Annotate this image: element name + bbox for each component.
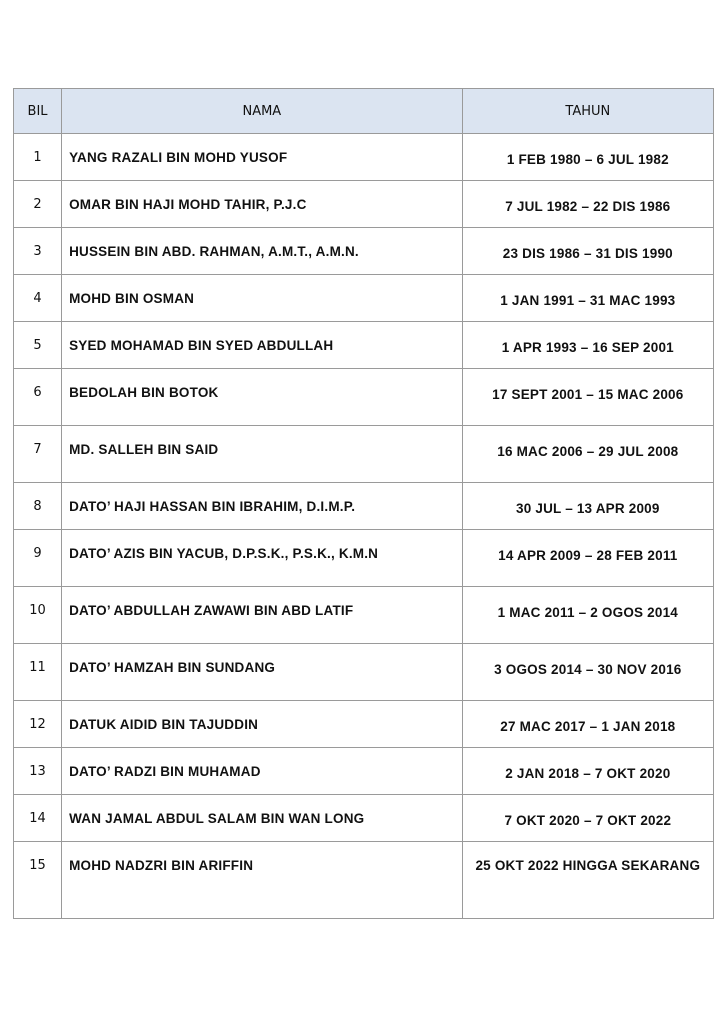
table-row: [14, 181, 714, 228]
header-bil: BIL: [14, 89, 62, 134]
row-nama: MD. SALLEH BIN SAID: [62, 426, 463, 483]
table-row: [14, 426, 714, 483]
director-list-table: [13, 88, 714, 919]
table-row: [14, 795, 714, 842]
row-bil: 15: [14, 842, 62, 919]
row-tahun: 7 OKT 2020 – 7 OKT 2022: [462, 795, 713, 842]
table-row: [14, 275, 714, 322]
row-tahun: 16 MAC 2006 – 29 JUL 2008: [462, 426, 713, 483]
row-bil: 11: [14, 644, 62, 701]
row-bil: 5: [14, 322, 62, 369]
row-tahun: 3 OGOS 2014 – 30 NOV 2016: [462, 644, 713, 701]
row-tahun: 23 DIS 1986 – 31 DIS 1990: [462, 228, 713, 275]
row-bil: 2: [14, 181, 62, 228]
table-row: [14, 369, 714, 426]
row-nama: DATO’ AZIS BIN YACUB, D.P.S.K., P.S.K., K.M.N: [62, 530, 463, 587]
row-tahun: 2 JAN 2018 – 7 OKT 2020: [462, 748, 713, 795]
row-nama: OMAR BIN HAJI MOHD TAHIR, P.J.C: [62, 181, 463, 228]
table-row: [14, 322, 714, 369]
row-tahun: 1 JAN 1991 – 31 MAC 1993: [462, 275, 713, 322]
row-tahun: 30 JUL – 13 APR 2009: [462, 483, 713, 530]
row-bil: 8: [14, 483, 62, 530]
row-bil: 3: [14, 228, 62, 275]
row-nama: WAN JAMAL ABDUL SALAM BIN WAN LONG: [62, 795, 463, 842]
table-row: [14, 483, 714, 530]
table-row: [14, 134, 714, 181]
row-bil: 9: [14, 530, 62, 587]
row-bil: 4: [14, 275, 62, 322]
table-row: [14, 842, 714, 919]
row-tahun: 25 OKT 2022 HINGGA SEKARANG: [462, 842, 713, 919]
row-tahun: 7 JUL 1982 – 22 DIS 1986: [462, 181, 713, 228]
row-tahun: 1 FEB 1980 – 6 JUL 1982: [462, 134, 713, 181]
row-nama: MOHD BIN OSMAN: [62, 275, 463, 322]
table-row: [14, 228, 714, 275]
table-row: [14, 748, 714, 795]
row-nama: YANG RAZALI BIN MOHD YUSOF: [62, 134, 463, 181]
row-tahun: 17 SEPT 2001 – 15 MAC 2006: [462, 369, 713, 426]
row-bil: 1: [14, 134, 62, 181]
row-tahun: 1 MAC 2011 – 2 OGOS 2014: [462, 587, 713, 644]
row-nama: BEDOLAH BIN BOTOK: [62, 369, 463, 426]
table-header-row: [14, 89, 714, 134]
row-nama: DATO’ HAMZAH BIN SUNDANG: [62, 644, 463, 701]
table-row: [14, 587, 714, 644]
row-bil: 14: [14, 795, 62, 842]
row-nama: HUSSEIN BIN ABD. RAHMAN, A.M.T., A.M.N.: [62, 228, 463, 275]
row-tahun: 1 APR 1993 – 16 SEP 2001: [462, 322, 713, 369]
row-tahun: 27 MAC 2017 – 1 JAN 2018: [462, 701, 713, 748]
table-row: [14, 644, 714, 701]
row-nama: SYED MOHAMAD BIN SYED ABDULLAH: [62, 322, 463, 369]
header-tahun: TAHUN: [462, 89, 713, 134]
row-bil: 10: [14, 587, 62, 644]
table-row: [14, 530, 714, 587]
header-nama: NAMA: [62, 89, 463, 134]
row-bil: 12: [14, 701, 62, 748]
row-bil: 7: [14, 426, 62, 483]
row-nama: DATO’ ABDULLAH ZAWAWI BIN ABD LATIF: [62, 587, 463, 644]
row-nama: DATUK AIDID BIN TAJUDDIN: [62, 701, 463, 748]
row-nama: MOHD NADZRI BIN ARIFFIN: [62, 842, 463, 919]
row-nama: DATO’ HAJI HASSAN BIN IBRAHIM, D.I.M.P.: [62, 483, 463, 530]
table-row: [14, 701, 714, 748]
row-bil: 6: [14, 369, 62, 426]
row-tahun: 14 APR 2009 – 28 FEB 2011: [462, 530, 713, 587]
row-bil: 13: [14, 748, 62, 795]
row-nama: DATO’ RADZI BIN MUHAMAD: [62, 748, 463, 795]
